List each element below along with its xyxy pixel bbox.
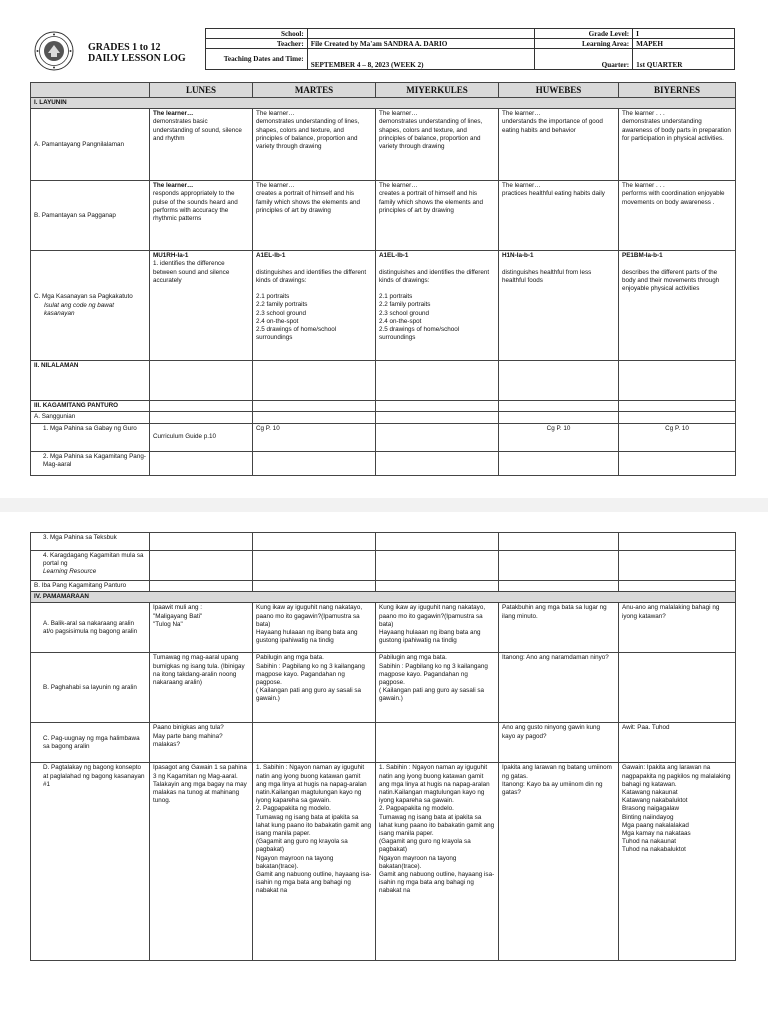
row-label-kagamitang-mag-aaral: 2. Mga Pahina sa Kagamitang Pang-Mag-aaral <box>31 451 150 475</box>
lesson-log-page-2 <box>0 512 768 1024</box>
lesson-log-page-1 <box>0 0 768 498</box>
table-row <box>31 181 736 251</box>
learning-area-value: MAPEH <box>633 39 735 49</box>
table-cell <box>499 551 619 581</box>
table-row <box>31 653 736 723</box>
day-monday: LUNES <box>150 83 253 98</box>
table-row <box>31 423 736 451</box>
table-cell <box>619 251 736 361</box>
table-cell <box>376 181 499 251</box>
section-kagamitang-panturo: III. KAGAMITANG PANTURO <box>31 401 150 412</box>
kasanayan-note: Isulat ang code ng bawat kasanayan <box>44 301 115 317</box>
quarter-label: Quarter: <box>535 49 633 70</box>
lesson-table-page-1 <box>30 82 736 476</box>
section-sanggunian: A. Sanggunian <box>31 412 150 423</box>
row-label-gabay-ng-guro: 1. Mga Pahina sa Gabay ng Guro <box>31 423 150 451</box>
table-cell <box>376 251 499 361</box>
table-cell <box>150 551 253 581</box>
table-row <box>31 551 736 581</box>
competency-code: PE1BM-Ia-b-1 <box>622 252 663 260</box>
table-cell: Ano ang gusto ninyong gawin kung kayo ay pagod? <box>499 723 619 763</box>
table-cell <box>376 451 499 475</box>
dates-label: Teaching Dates and Time: <box>206 49 308 70</box>
cell-text: 1. identifies the difference between sound and silence accurately <box>153 260 230 284</box>
table-cell <box>499 533 619 551</box>
cell-text: demonstrates understanding of lines, shapes, colors and texture, and principles of balance, proportion and variety through drawing <box>256 118 360 151</box>
table-cell <box>376 412 499 423</box>
cell-text: practices healthful eating habits daily <box>502 190 605 198</box>
table-row <box>31 723 736 763</box>
table-cell <box>150 451 253 475</box>
table-cell <box>619 533 736 551</box>
lesson-table-page-2 <box>30 532 736 961</box>
cell-text: demonstrates basic understanding of sound, silence and rhythm <box>153 118 242 142</box>
table-cell <box>253 412 376 423</box>
cell-heading: The learner . . . <box>622 182 665 190</box>
table-cell <box>150 361 253 401</box>
row-label-balik-aral: A. Balik-aral sa nakaraang aralin at/o pagsisimula ng bagong aralin <box>31 603 150 653</box>
table-cell <box>619 412 736 423</box>
table-cell: Anu-ano ang malalaking bahagi ng iyong katawan? <box>619 603 736 653</box>
table-cell <box>253 361 376 401</box>
row-label-pamantayan-sa-pagganap: B. Pamantayan sa Pagganap <box>31 181 150 251</box>
table-cell: Tumawag ng mag-aaral upang bumigkas ng isang tula. (Ibinigay na itong takdang-aralin noong nakaraang aralin) <box>150 653 253 723</box>
cell-text: distinguishes and identifies the different kinds of drawings: 2.1 portraits 2.2 family portraits 2.3 school ground 2.4 on-the-spot 2.5 drawings of home/school surroundings <box>379 268 490 342</box>
table-row <box>31 763 736 961</box>
table-cell: 1. Sabihin : Ngayon naman ay iguguhit natin ang iyong buong katawan gamit ang mga linya at hugis na napag-aralan natin.Kailangan magtulungan kayo ng iyong kapareha sa gawain. 2. Pagpapakita ng modelo. Tumawag ng isang bata at ipakita sa lahat kung paano ito babakatin gamit ang isang manila paper. (Gagamit ang guro ng krayola sa pagbakat) Ngayon mayroon na tayong bakatan(trace). Gamit ang nabuong outline, hayaang isa-isahin ng mga bata ang bahagi ng nabakat na <box>376 763 499 961</box>
row-label-karagdagang-kagamitan <box>31 551 150 581</box>
table-cell: Kung ikaw ay iguguhit nang nakatayo, paano mo ito gagawin?(Ipamustra sa bata) Hayaang hulaaan ng ibang bata ang gustong ipahiwatig na tindig <box>253 603 376 653</box>
table-cell <box>150 181 253 251</box>
table-cell <box>619 581 736 592</box>
table-cell <box>376 423 499 451</box>
cell-text: demonstrates understanding awareness of body parts in preparation for participation in physical activities. <box>622 118 731 142</box>
cell-text: distinguishes and identifies the different kinds of drawings: 2.1 portraits 2.2 family portraits 2.3 school ground 2.4 on-the-spot 2.5 drawings of home/school surroundings <box>256 268 367 342</box>
section-layunin: I. LAYUNIN <box>31 98 736 109</box>
table-cell <box>499 412 619 423</box>
table-cell <box>150 251 253 361</box>
cell-heading: The learner… <box>153 110 194 118</box>
table-cell: Cg P. 10 <box>253 423 376 451</box>
title-line-2: DAILY LESSON LOG <box>88 53 186 64</box>
school-value <box>307 29 535 39</box>
competency-code: A1EL-Ib-1 <box>256 252 286 260</box>
table-cell <box>150 412 253 423</box>
cell-heading: The learner… <box>502 182 541 190</box>
table-cell <box>253 251 376 361</box>
table-cell <box>619 361 736 401</box>
table-cell <box>619 401 736 412</box>
table-cell <box>499 451 619 475</box>
table-cell: Cg P. 10 <box>499 423 619 451</box>
table-cell: 1. Sabihin : Ngayon naman ay iguguhit natin ang iyong buong katawan gamit ang mga linya at hugis na napag-aralan natin.Kailangan magtulungan kayo ng iyong kapareha sa gawain. 2. Pagpapakita ng modelo. Tumawag ng isang bata at ipakita sa lahat kung paano ito babakatin gamit ang isang manila paper. (Gagamit ang guro ng krayola sa pagbakat) Ngayon mayroon na tayong bakatan(trace). Gamit ang nabuong outline, hayaang isa-isahin ng mga bata ang bahagi ng nabakat na <box>253 763 376 961</box>
teacher-label: Teacher: <box>206 39 308 49</box>
table-cell <box>253 181 376 251</box>
karagdagang-label: 4. Karagdagang Kagamitan mula sa portal ng <box>43 552 144 568</box>
row-label-pag-uugnay: C. Pag-uugnay ng mga halimbawa sa bagong aralin <box>31 723 150 763</box>
table-cell <box>376 401 499 412</box>
competency-code: A1EL-Ib-1 <box>379 252 409 260</box>
section-pamamaraan: IV. PAMAMARAAN <box>31 592 736 603</box>
competency-code: H1N-Ia-b-1 <box>502 252 534 260</box>
table-cell <box>376 723 499 763</box>
cell-heading: The learner… <box>379 182 418 190</box>
table-cell: Paano binigkas ang tula? May parte bang mahina? malakas? <box>150 723 253 763</box>
table-cell: Cg P. 10 <box>619 423 736 451</box>
table-cell: Ipasagot ang Gawain 1 sa pahina 3 ng Kagamitan ng Mag-aaral. Talakayin ang mga bagay na may malakas na tunog at mahinang tunog. <box>150 763 253 961</box>
deped-seal-icon <box>34 31 74 71</box>
section-nilalaman: II. NILALAMAN <box>31 361 150 401</box>
cell-heading: The learner… <box>153 182 194 190</box>
title-line-1: GRADES 1 to 12 <box>88 42 161 53</box>
karagdagang-note: Learning Resource <box>43 568 97 576</box>
table-row <box>31 361 736 401</box>
row-label-kasanayan <box>31 251 150 361</box>
school-label: School: <box>206 29 308 39</box>
table-cell <box>150 533 253 551</box>
row-label-pamantayang-pangnilalaman: A. Pamantayang Pangnilalaman <box>31 109 150 181</box>
cell-text: describes the different parts of the body and their movements through enjoyable physical activities <box>622 268 720 293</box>
table-row <box>31 451 736 475</box>
row-label-pagtalakay: D. Pagtalakay ng bagong konsepto at paglalahad ng bagong kasanayan #1 <box>31 763 150 961</box>
table-cell <box>499 109 619 181</box>
table-row <box>31 533 736 551</box>
row-label-iba-pang-kagamitan: B. Iba Pang Kagamitang Panturo <box>31 581 150 592</box>
table-cell: Ipaawit muli ang : "Maligayang Bati" "Tulog Na" <box>150 603 253 653</box>
cell-text: creates a portrait of himself and his family which shows the elements and principles of art by drawing <box>379 190 483 214</box>
table-cell <box>253 551 376 581</box>
table-cell <box>253 533 376 551</box>
table-cell <box>619 653 736 723</box>
cell-text: demonstrates understanding of lines, shapes, colors and texture, and principles of balance, proportion and variety through drawing <box>379 118 483 151</box>
grade-level-label: Grade Level: <box>535 29 633 39</box>
table-cell <box>499 401 619 412</box>
grade-level-value: I <box>633 29 735 39</box>
info-table <box>205 28 735 70</box>
day-thursday: HUWEBES <box>499 83 619 98</box>
cell-heading: The learner . . . <box>622 110 665 118</box>
corner-cell <box>31 83 150 98</box>
teacher-value: File Created by Ma'am SANDRA A. DARIO <box>307 39 535 49</box>
table-cell: Pabilugin ang mga bata. Sabihin : Pagbilang ko ng 3 kailangang magpose kayo. Pagandahan ng pagpose. ( Kailangan pati ang guro ay sasali sa gawain.) <box>376 653 499 723</box>
table-cell <box>499 581 619 592</box>
table-cell <box>376 581 499 592</box>
table-cell: Awit: Paa. Tuhod <box>619 723 736 763</box>
table-cell: Ipakita ang larawan ng batang umiinom ng gatas. Itanong: Kayo ba ay umiinom din ng gatas? <box>499 763 619 961</box>
cell-text: distinguishes healthful from less healthful foods <box>502 268 592 284</box>
table-cell: Kung ikaw ay iguguhit nang nakatayo, paano mo ito gagawin?(Ipamustra sa bata) Hayaang hulaaan ng ibang bata ang gustong ipahiwatig na tindig <box>376 603 499 653</box>
table-row <box>31 109 736 181</box>
cell-text: responds appropriately to the pulse of the sounds heard and performs with accuracy the rhythmic patterns <box>153 190 238 223</box>
table-cell <box>150 401 253 412</box>
table-row <box>31 251 736 361</box>
table-cell <box>376 551 499 581</box>
table-cell <box>619 109 736 181</box>
table-cell <box>150 581 253 592</box>
table-cell <box>619 451 736 475</box>
kasanayan-label: C. Mga Kasanayan sa Pagkakatuto <box>34 293 133 301</box>
table-cell <box>499 181 619 251</box>
table-cell: Itanong: Ano ang naramdaman ninyo? <box>499 653 619 723</box>
table-cell: Curriculum Guide p.10 <box>150 423 253 451</box>
quarter-value: 1st QUARTER <box>633 49 735 70</box>
table-cell <box>619 551 736 581</box>
day-header-row <box>31 83 736 98</box>
cell-text: understands the importance of good eating habits and behavior <box>502 118 603 134</box>
learning-area-label: Learning Area: <box>535 39 633 49</box>
table-cell <box>376 109 499 181</box>
table-cell <box>253 401 376 412</box>
row-label-paghahabi: B. Paghahabi sa layunin ng aralin <box>31 653 150 723</box>
cell-heading: The learner… <box>256 182 295 190</box>
table-cell: Pabilugin ang mga bata. Sabihin : Pagbilang ko ng 3 kailangang magpose kayo. Pagandahan ng pagpose. ( Kailangan pati ang guro ay sasali sa gawain.) <box>253 653 376 723</box>
cell-heading: The learner… <box>502 110 541 118</box>
cell-heading: The learner… <box>256 110 295 118</box>
table-cell <box>150 109 253 181</box>
document-header <box>30 28 735 76</box>
table-row <box>31 603 736 653</box>
row-label-teksbuk: 3. Mga Pahina sa Teksbuk <box>31 533 150 551</box>
cell-text: creates a portrait of himself and his family which shows the elements and principles of art by drawing <box>256 190 360 214</box>
competency-code: MU1RH-Ia-1 <box>153 252 189 260</box>
table-cell: Gawain: Ipakita ang larawan na nagpapakita ng pagkilos ng malalaking bahagi ng katawan. Katawang nakaunat Katawang nakabaluktot Brasong naigagalaw Binting naiindayog Mga paang nakalalakad Mga kamay na nakataas Tuhod na nakaunat Tuhod na nakabaluktot <box>619 763 736 961</box>
table-cell <box>619 181 736 251</box>
table-cell <box>253 109 376 181</box>
cell-text: performs with coordination enjoyable movements on body awareness . <box>622 190 725 206</box>
table-cell: Patakbuhin ang mga bata sa lugar ng ilang minuto. <box>499 603 619 653</box>
table-cell <box>253 723 376 763</box>
day-tuesday: MARTES <box>253 83 376 98</box>
table-cell <box>499 361 619 401</box>
day-friday: BIYERNES <box>619 83 736 98</box>
table-cell <box>253 581 376 592</box>
table-cell <box>376 533 499 551</box>
dates-value: SEPTEMBER 4 – 8, 2023 (WEEK 2) <box>307 49 535 70</box>
table-cell <box>376 361 499 401</box>
cell-heading: The learner… <box>379 110 418 118</box>
table-cell <box>253 451 376 475</box>
table-cell <box>499 251 619 361</box>
document-title <box>88 42 186 64</box>
day-wednesday: MIYERKULES <box>376 83 499 98</box>
